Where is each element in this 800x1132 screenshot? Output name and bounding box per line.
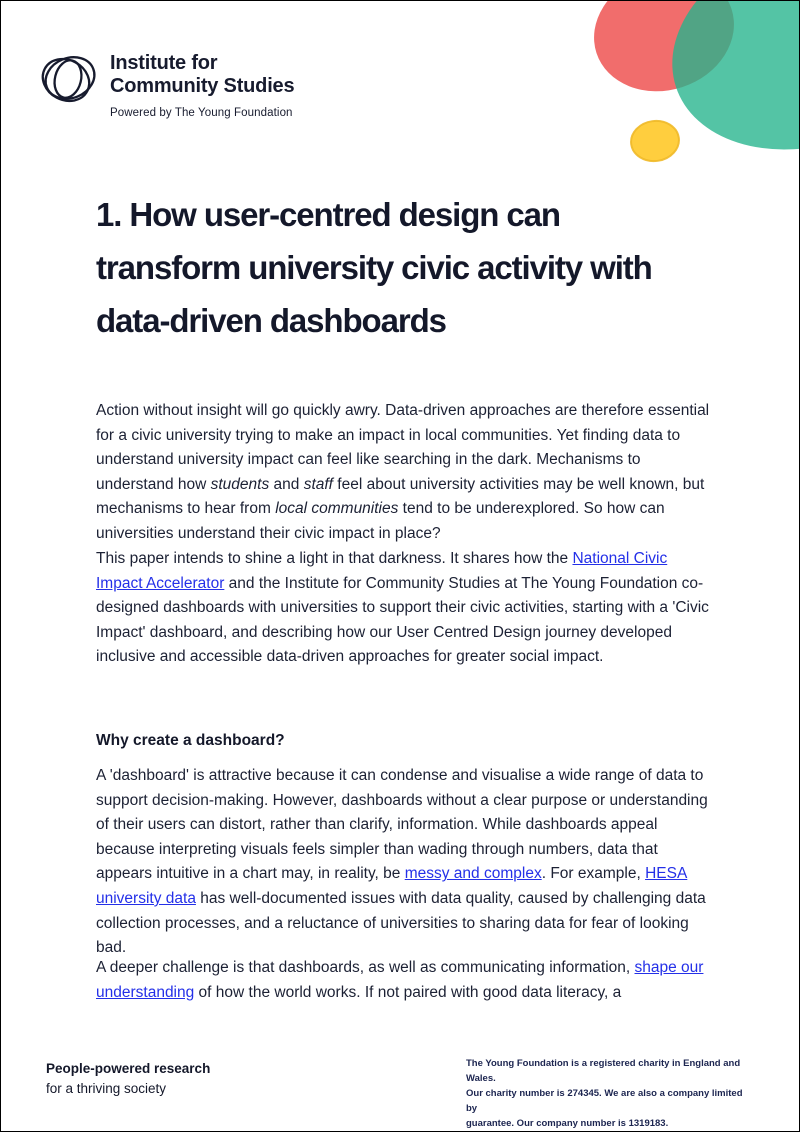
footer-legal [466, 1056, 756, 1131]
emphasized-text: local communities [275, 500, 399, 518]
section-subheading: Why create a dashboard? [96, 732, 285, 749]
yellow-blob [628, 118, 681, 164]
footer-legal-line2: Our charity number is 274345. We are also a company limited by [466, 1088, 743, 1114]
footer-legal-line1: The Young Foundation is a registered charity in England and Wales. [466, 1058, 741, 1084]
inline-link[interactable]: messy and complex [404, 865, 542, 883]
text-run: and [269, 475, 304, 493]
text-run: of how the world works. If not paired with good data literacy, a [194, 983, 622, 1001]
logo-name-line1: Institute for [110, 52, 218, 74]
paragraph-2 [96, 547, 710, 670]
paragraph-1 [96, 399, 710, 547]
text-run: This paper intends to shine a light in that darkness. It shares how the [96, 550, 573, 567]
inline-link[interactable]: National Civic Impact Accelerator [96, 550, 668, 592]
text-run: feel about university activities may be well known, but mechanisms to hear from [96, 475, 705, 518]
emphasized-text: students [210, 475, 270, 493]
paragraph-3 [96, 764, 710, 961]
emphasized-text: staff [303, 475, 333, 493]
inline-link[interactable]: shape our understanding [96, 959, 704, 1001]
paragraph-4 [96, 956, 710, 1005]
text-run: has well-documented issues with data quality, caused by challenging data collection processes, and a reluctance of universities to sharing data for fear of looking bad. [96, 889, 706, 957]
text-run: . For example, [541, 865, 646, 883]
logo-name-line2: Community Studies [110, 75, 295, 97]
footer-slogan [46, 1059, 210, 1098]
decorative-blobs [551, 1, 800, 177]
footer-slogan-line2: for a thriving society [46, 1080, 167, 1096]
text-run: tend to be underexplored. So how can universities understand their civic impact in place? [96, 500, 665, 542]
text-run: and the Institute for Community Studies at The Young Foundation co-designed dashboards with universities to support their civic activities, starting with a 'Civic Impact' dashboard, and describing how our User Centred Design journey developed inclusive and accessible data-driven approaches for greater social impact. [96, 574, 709, 666]
logo [39, 47, 294, 119]
logo-name [110, 52, 294, 98]
footer-legal-line3: guarantee. Our company number is 1319183. [466, 1118, 669, 1129]
inline-link[interactable]: HESA university data [96, 865, 688, 907]
text-run: Action without insight will go quickly awry. Data-driven approaches are therefore essential for a civic university trying to make an impact in local communities. Yet finding data to understand university impact can feel like searching in the dark. Mechanisms to understand how [96, 402, 710, 493]
text-run: A deeper challenge is that dashboards, as well as communicating information, [96, 959, 635, 976]
footer-slogan-line1: People-powered research [46, 1061, 211, 1076]
ics-scribble-logo-icon [39, 47, 99, 111]
logo-tagline: Powered by The Young Foundation [110, 107, 293, 119]
page-title: 1. How user-centred design can transform university civic activity with data-driven dashboards [96, 196, 652, 339]
text-run: A 'dashboard' is attractive because it can condense and visualise a wide range of data to support decision-making. However, dashboards without a clear purpose or understanding of their users can distort, rather than clarify, information. While dashboards appeal because interpreting visuals feels simpler than wading through numbers, data that appears intuitive in a chart may, in reality, be [96, 767, 708, 883]
